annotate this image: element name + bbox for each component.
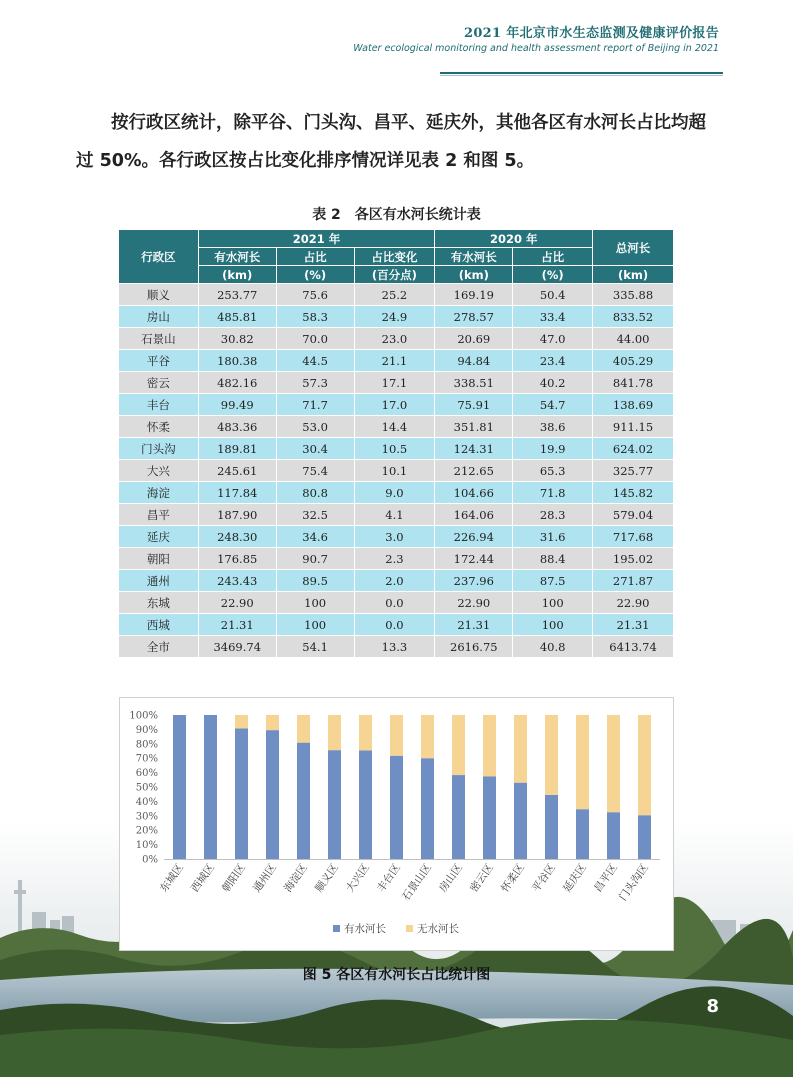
cell-ratio-2021: 32.5 bbox=[276, 504, 354, 526]
stacked-bar-chart bbox=[120, 698, 673, 950]
cell-change: 10.5 bbox=[354, 438, 435, 460]
bar-has-water bbox=[607, 812, 620, 859]
cell-change: 14.4 bbox=[354, 416, 435, 438]
table-row bbox=[119, 416, 674, 438]
cell-district: 大兴 bbox=[119, 460, 199, 482]
cell-len-2020: 351.81 bbox=[435, 416, 513, 438]
cell-len-2021: 176.85 bbox=[198, 548, 276, 570]
cell-len-2021: 483.36 bbox=[198, 416, 276, 438]
cell-len-2021: 3469.74 bbox=[198, 636, 276, 658]
cell-district: 东城 bbox=[119, 592, 199, 614]
cell-change: 3.0 bbox=[354, 526, 435, 548]
cell-district: 海淀 bbox=[119, 482, 199, 504]
cell-ratio-2020: 28.3 bbox=[513, 504, 593, 526]
y-tick-label: 80% bbox=[135, 739, 158, 751]
y-tick-label: 40% bbox=[135, 796, 158, 808]
cell-ratio-2021: 100 bbox=[276, 614, 354, 636]
table-row bbox=[119, 526, 674, 548]
page-number: 8 bbox=[706, 996, 719, 1017]
cell-len-2021: 117.84 bbox=[198, 482, 276, 504]
cell-total: 145.82 bbox=[593, 482, 674, 504]
unit-points: (百分点) bbox=[354, 266, 435, 284]
cell-change: 0.0 bbox=[354, 592, 435, 614]
cell-total: 833.52 bbox=[593, 306, 674, 328]
bar-no-water bbox=[514, 715, 527, 783]
x-tick-label: 东城区 bbox=[158, 861, 186, 895]
x-tick-label: 海淀区 bbox=[282, 861, 310, 895]
cell-change: 4.1 bbox=[354, 504, 435, 526]
cell-len-2020: 94.84 bbox=[435, 350, 513, 372]
bar-no-water bbox=[328, 715, 341, 750]
x-tick-label: 门头沟区 bbox=[617, 861, 651, 904]
y-tick-label: 50% bbox=[135, 782, 158, 794]
bar-has-water bbox=[266, 730, 279, 859]
bar-has-water bbox=[390, 756, 403, 859]
cell-ratio-2020: 40.2 bbox=[513, 372, 593, 394]
header-year-2020: 2020 年 bbox=[435, 230, 593, 248]
cell-total: 195.02 bbox=[593, 548, 674, 570]
cell-ratio-2021: 89.5 bbox=[276, 570, 354, 592]
cell-total: 6413.74 bbox=[593, 636, 674, 658]
cell-district: 丰台 bbox=[119, 394, 199, 416]
x-tick-label: 房山区 bbox=[437, 861, 465, 895]
cell-ratio-2021: 30.4 bbox=[276, 438, 354, 460]
table-row bbox=[119, 592, 674, 614]
cell-len-2021: 187.90 bbox=[198, 504, 276, 526]
cell-ratio-2021: 58.3 bbox=[276, 306, 354, 328]
x-tick-label: 石景山区 bbox=[400, 861, 434, 904]
cell-ratio-2021: 57.3 bbox=[276, 372, 354, 394]
x-tick-label: 大兴区 bbox=[344, 861, 372, 895]
bar-has-water bbox=[359, 750, 372, 859]
cell-ratio-2020: 19.9 bbox=[513, 438, 593, 460]
cell-total: 841.78 bbox=[593, 372, 674, 394]
cell-len-2020: 164.06 bbox=[435, 504, 513, 526]
table-row bbox=[119, 284, 674, 306]
cell-ratio-2020: 31.6 bbox=[513, 526, 593, 548]
unit-pct-2021: (%) bbox=[276, 266, 354, 284]
table-row bbox=[119, 504, 674, 526]
y-tick-label: 30% bbox=[135, 811, 158, 823]
cell-change: 17.1 bbox=[354, 372, 435, 394]
cell-total: 405.29 bbox=[593, 350, 674, 372]
y-tick-label: 10% bbox=[135, 840, 158, 852]
header-change-2021: 占比变化 bbox=[354, 248, 435, 266]
cell-district: 朝阳 bbox=[119, 548, 199, 570]
cell-len-2021: 245.61 bbox=[198, 460, 276, 482]
table-body bbox=[119, 284, 674, 658]
cell-ratio-2021: 75.4 bbox=[276, 460, 354, 482]
report-header bbox=[353, 22, 719, 54]
cell-ratio-2021: 44.5 bbox=[276, 350, 354, 372]
x-tick-label: 丰台区 bbox=[375, 861, 403, 895]
table-row bbox=[119, 570, 674, 592]
cell-change: 24.9 bbox=[354, 306, 435, 328]
table-caption: 表 2 各区有水河长统计表 bbox=[312, 207, 481, 223]
cell-len-2021: 30.82 bbox=[198, 328, 276, 350]
cell-change: 21.1 bbox=[354, 350, 435, 372]
bar-has-water bbox=[297, 743, 310, 859]
cell-district: 门头沟 bbox=[119, 438, 199, 460]
unit-km-2021: (km) bbox=[198, 266, 276, 284]
cell-len-2020: 278.57 bbox=[435, 306, 513, 328]
cell-district: 昌平 bbox=[119, 504, 199, 526]
cell-len-2021: 22.90 bbox=[198, 592, 276, 614]
table-row bbox=[119, 460, 674, 482]
cell-district: 顺义 bbox=[119, 284, 199, 306]
cell-total: 21.31 bbox=[593, 614, 674, 636]
cell-district: 通州 bbox=[119, 570, 199, 592]
cell-ratio-2020: 54.7 bbox=[513, 394, 593, 416]
cell-change: 13.3 bbox=[354, 636, 435, 658]
unit-km-2020: (km) bbox=[435, 266, 513, 284]
bar-has-water bbox=[452, 775, 465, 859]
cell-ratio-2020: 65.3 bbox=[513, 460, 593, 482]
bar-has-water bbox=[545, 795, 558, 859]
cell-total: 911.15 bbox=[593, 416, 674, 438]
body-paragraph-text: 按行政区统计，除平谷、门头沟、昌平、延庆外，其他各区有水河长占比均超过 50%。各行政区按占比变化排序情况详见表 2 和图 5。 bbox=[76, 113, 706, 171]
cell-ratio-2020: 40.8 bbox=[513, 636, 593, 658]
header-ratio-2020: 占比 bbox=[513, 248, 593, 266]
cell-total: 717.68 bbox=[593, 526, 674, 548]
cell-ratio-2020: 38.6 bbox=[513, 416, 593, 438]
cell-change: 10.1 bbox=[354, 460, 435, 482]
cell-district: 密云 bbox=[119, 372, 199, 394]
cell-ratio-2021: 90.7 bbox=[276, 548, 354, 570]
y-tick-label: 100% bbox=[129, 710, 158, 722]
bar-no-water bbox=[390, 715, 403, 756]
cell-len-2021: 21.31 bbox=[198, 614, 276, 636]
cell-len-2021: 99.49 bbox=[198, 394, 276, 416]
cell-ratio-2020: 100 bbox=[513, 592, 593, 614]
cell-len-2020: 169.19 bbox=[435, 284, 513, 306]
bar-no-water bbox=[421, 715, 434, 758]
cell-district: 平谷 bbox=[119, 350, 199, 372]
cell-ratio-2021: 71.7 bbox=[276, 394, 354, 416]
unit-pct-2020: (%) bbox=[513, 266, 593, 284]
cell-change: 25.2 bbox=[354, 284, 435, 306]
cell-len-2020: 22.90 bbox=[435, 592, 513, 614]
legend-label-has-water: 有水河长 bbox=[344, 923, 386, 935]
cell-len-2021: 189.81 bbox=[198, 438, 276, 460]
cell-change: 2.0 bbox=[354, 570, 435, 592]
cell-len-2020: 226.94 bbox=[435, 526, 513, 548]
header-divider-thin bbox=[440, 75, 723, 76]
cell-len-2020: 237.96 bbox=[435, 570, 513, 592]
figure-caption: 图 5 各区有水河长占比统计图 bbox=[302, 967, 491, 983]
bar-has-water bbox=[576, 809, 589, 859]
table-row bbox=[119, 328, 674, 350]
cell-total: 271.87 bbox=[593, 570, 674, 592]
cell-district: 房山 bbox=[119, 306, 199, 328]
table-row bbox=[119, 394, 674, 416]
bar-no-water bbox=[638, 715, 651, 815]
cell-len-2020: 75.91 bbox=[435, 394, 513, 416]
cell-total: 335.88 bbox=[593, 284, 674, 306]
cell-ratio-2021: 100 bbox=[276, 592, 354, 614]
cell-ratio-2021: 34.6 bbox=[276, 526, 354, 548]
header-len-2020: 有水河长 bbox=[435, 248, 513, 266]
chart-container bbox=[119, 697, 674, 951]
x-tick-label: 平谷区 bbox=[530, 861, 558, 895]
district-river-table bbox=[118, 229, 674, 658]
cell-len-2020: 212.65 bbox=[435, 460, 513, 482]
header-len-2021: 有水河长 bbox=[198, 248, 276, 266]
x-tick-label: 密云区 bbox=[468, 861, 496, 895]
cell-len-2020: 20.69 bbox=[435, 328, 513, 350]
legend-swatch-no-water bbox=[406, 925, 413, 932]
report-title-en: Water ecological monitoring and health assessment report of Beijing in 2021 bbox=[353, 43, 719, 54]
cell-len-2020: 124.31 bbox=[435, 438, 513, 460]
bar-has-water bbox=[173, 715, 186, 859]
bar-has-water bbox=[483, 776, 496, 859]
cell-total: 579.04 bbox=[593, 504, 674, 526]
x-tick-label: 延庆区 bbox=[561, 861, 589, 895]
bar-no-water bbox=[235, 715, 248, 728]
x-tick-label: 通州区 bbox=[251, 861, 279, 895]
bar-no-water bbox=[266, 715, 279, 730]
bar-has-water bbox=[421, 758, 434, 859]
bar-no-water bbox=[297, 715, 310, 743]
cell-ratio-2020: 88.4 bbox=[513, 548, 593, 570]
cell-district: 石景山 bbox=[119, 328, 199, 350]
y-tick-label: 90% bbox=[135, 724, 158, 736]
cell-total: 325.77 bbox=[593, 460, 674, 482]
bar-has-water bbox=[328, 750, 341, 859]
cell-total: 138.69 bbox=[593, 394, 674, 416]
cell-len-2021: 253.77 bbox=[198, 284, 276, 306]
cell-ratio-2020: 33.4 bbox=[513, 306, 593, 328]
bar-no-water bbox=[545, 715, 558, 795]
report-title-cn: 2021 年北京市水生态监测及健康评价报告 bbox=[463, 26, 719, 41]
cell-len-2020: 338.51 bbox=[435, 372, 513, 394]
cell-total: 44.00 bbox=[593, 328, 674, 350]
bar-no-water bbox=[359, 715, 372, 750]
bar-no-water bbox=[483, 715, 496, 776]
x-tick-label: 朝阳区 bbox=[220, 861, 248, 895]
table-row bbox=[119, 438, 674, 460]
cell-change: 0.0 bbox=[354, 614, 435, 636]
bar-no-water bbox=[452, 715, 465, 775]
cell-len-2020: 172.44 bbox=[435, 548, 513, 570]
cell-len-2021: 243.43 bbox=[198, 570, 276, 592]
y-tick-label: 0% bbox=[142, 854, 158, 866]
cell-len-2021: 248.30 bbox=[198, 526, 276, 548]
cell-ratio-2020: 100 bbox=[513, 614, 593, 636]
cell-ratio-2020: 71.8 bbox=[513, 482, 593, 504]
bar-no-water bbox=[576, 715, 589, 809]
x-tick-label: 西城区 bbox=[189, 861, 217, 895]
cell-ratio-2021: 54.1 bbox=[276, 636, 354, 658]
cell-total: 624.02 bbox=[593, 438, 674, 460]
header-divider bbox=[440, 72, 723, 74]
cell-ratio-2020: 47.0 bbox=[513, 328, 593, 350]
y-tick-label: 20% bbox=[135, 825, 158, 837]
legend-swatch-has-water bbox=[333, 925, 340, 932]
bar-no-water bbox=[607, 715, 620, 812]
body-paragraph bbox=[76, 104, 721, 180]
cell-len-2021: 180.38 bbox=[198, 350, 276, 372]
cell-district: 延庆 bbox=[119, 526, 199, 548]
cell-ratio-2021: 70.0 bbox=[276, 328, 354, 350]
x-tick-label: 昌平区 bbox=[592, 861, 620, 895]
table-row bbox=[119, 350, 674, 372]
table-row bbox=[119, 372, 674, 394]
cell-change: 17.0 bbox=[354, 394, 435, 416]
cell-district: 全市 bbox=[119, 636, 199, 658]
cell-len-2020: 2616.75 bbox=[435, 636, 513, 658]
table-row bbox=[119, 548, 674, 570]
cell-ratio-2020: 50.4 bbox=[513, 284, 593, 306]
cell-len-2021: 485.81 bbox=[198, 306, 276, 328]
legend-label-no-water: 无水河长 bbox=[417, 923, 459, 935]
cell-ratio-2020: 87.5 bbox=[513, 570, 593, 592]
cell-ratio-2021: 75.6 bbox=[276, 284, 354, 306]
header-year-2021: 2021 年 bbox=[198, 230, 435, 248]
bar-has-water bbox=[204, 715, 217, 859]
header-total-length: 总河长 bbox=[593, 230, 674, 266]
header-ratio-2021: 占比 bbox=[276, 248, 354, 266]
y-tick-label: 70% bbox=[135, 753, 158, 765]
bar-has-water bbox=[638, 815, 651, 859]
cell-change: 9.0 bbox=[354, 482, 435, 504]
cell-district: 怀柔 bbox=[119, 416, 199, 438]
x-tick-label: 顺义区 bbox=[313, 861, 341, 895]
table-row bbox=[119, 306, 674, 328]
cell-district: 西城 bbox=[119, 614, 199, 636]
x-tick-label: 怀柔区 bbox=[499, 861, 527, 895]
table-total-row bbox=[119, 636, 674, 658]
cell-ratio-2021: 80.8 bbox=[276, 482, 354, 504]
cell-ratio-2021: 53.0 bbox=[276, 416, 354, 438]
cell-change: 23.0 bbox=[354, 328, 435, 350]
cell-total: 22.90 bbox=[593, 592, 674, 614]
cell-len-2021: 482.16 bbox=[198, 372, 276, 394]
bar-has-water bbox=[235, 728, 248, 859]
header-district: 行政区 bbox=[119, 230, 199, 284]
cell-change: 2.3 bbox=[354, 548, 435, 570]
cell-len-2020: 104.66 bbox=[435, 482, 513, 504]
y-tick-label: 60% bbox=[135, 768, 158, 780]
table-row bbox=[119, 614, 674, 636]
bar-has-water bbox=[514, 783, 527, 859]
table-row bbox=[119, 482, 674, 504]
cell-len-2020: 21.31 bbox=[435, 614, 513, 636]
cell-ratio-2020: 23.4 bbox=[513, 350, 593, 372]
unit-km-total: (km) bbox=[593, 266, 674, 284]
